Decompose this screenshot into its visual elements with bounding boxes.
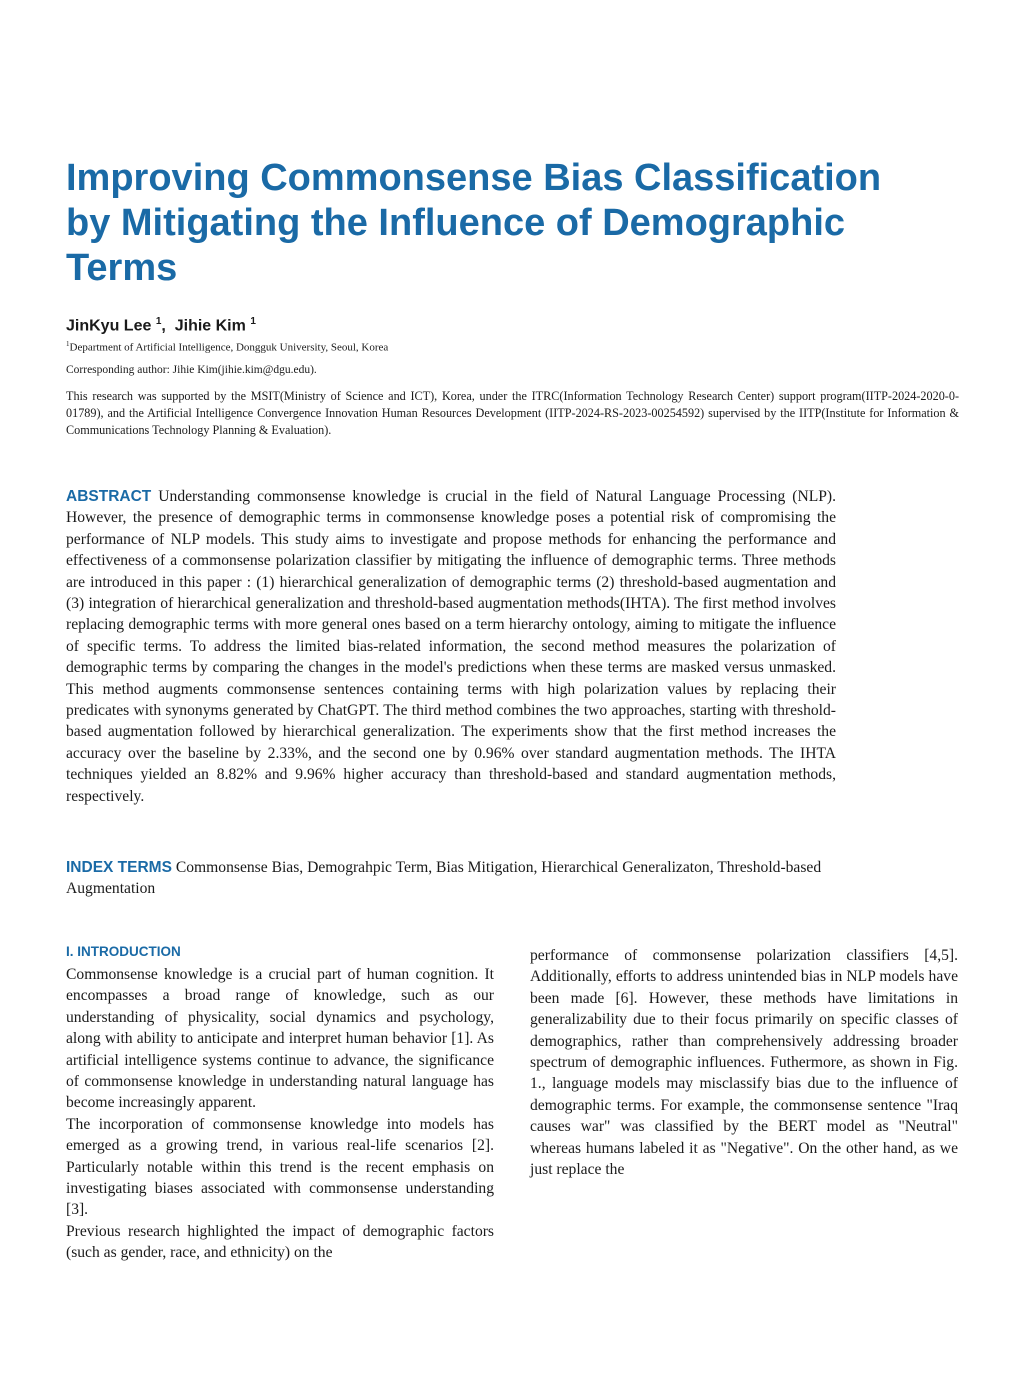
- author-separator: ,: [161, 317, 166, 335]
- affiliation: [66, 340, 388, 354]
- index-terms: [66, 857, 836, 900]
- title-line-3: Terms: [66, 247, 178, 289]
- affiliation-marker: 1: [250, 316, 256, 327]
- affiliation-text: Department of Artificial Intelligence, Dongguk University, Seoul, Korea: [69, 341, 389, 354]
- paragraph: Previous research highlighted the impact of demographic factors (such as gender, race, and ethnicity) on the: [66, 1222, 494, 1262]
- title-line-1: Improving Commonsense Bias Classification: [66, 157, 882, 199]
- affiliation-marker: 1: [155, 316, 162, 327]
- index-terms-text: Commonsense Bias, Demograhpic Term, Bias Mitigation, Hierarchical Generalizaton, Threshold-based Augmentation: [66, 859, 822, 898]
- left-column: [66, 943, 494, 1264]
- paragraph: The incorporation of commonsense knowledge into models has emerged as a growing trend, in various real-life scenarios [2]. Particularly notable within this trend is the recent emphasis on investigating biases associated with commonsense understanding [3].: [66, 1115, 494, 1219]
- author-name: Jihie Kim: [174, 317, 246, 335]
- corresponding-author: Corresponding author: Jihie Kim(jihie.kim@dgu.edu).: [66, 364, 317, 376]
- abstract-label: ABSTRACT: [66, 488, 152, 505]
- author-list: [66, 316, 256, 335]
- abstract: [66, 486, 836, 807]
- funding-note: This research was supported by the MSIT(Ministry of Science and ICT), Korea, under the ITRC(Information Technology Research Center) support program(IITP-2024-2020-0-01789), and the Artificial Intelligence Convergence Innovation Human Resources Development (IITP-2024-RS-2023-00254592) supervised by the IITP(Institute for Information & Communications Technology Planning & Evaluation).: [66, 389, 959, 437]
- index-terms-label: INDEX TERMS: [66, 859, 172, 876]
- paragraph: performance of commonsense polarization classifiers [4,5]. Additionally, efforts to address unintended bias in NLP models have been made [6]. However, these methods have limitations in generalizability due to their focus primarily on specific classes of demographics, rather than comprehensively addressing broader spectrum of demographic influences. Futhermore, as shown in Fig. 1., language models may misclassify bias due to the influence of demographic terms. For example, the commonsense sentence "Iraq causes war" was classified by the BERT model as "Neutral" whereas humans labeled it as "Negative". On the other hand, as we just replace the: [530, 947, 958, 1179]
- right-column: [530, 945, 958, 1180]
- section-heading: I. INTRODUCTION: [66, 944, 181, 959]
- affiliation-marker: 1: [66, 340, 70, 348]
- paragraph: Commonsense knowledge is a crucial part of human cognition. It encompasses a broad range of knowledge, such as our understanding of physicality, social dynamics and psychology, along with ability to anticipate and interpret human behavior [1]. As artificial intelligence systems continue to advance, the significance of commonsense knowledge in understanding natural language has become increasingly apparent.: [66, 966, 494, 1112]
- paper-title: [66, 156, 966, 291]
- abstract-text: Understanding commonsense knowledge is crucial in the field of Natural Language Processing (NLP). However, the presence of demographic terms in commonsense knowledge poses a potential risk of compromising the performance of NLP models. This study aims to investigate and propose methods for enhancing the performance and effectiveness of a commonsense polarization classifier by mitigating the influence of demographic terms. Three methods are introduced in this paper : (1) hierarchical generalization of demographic terms (2) threshold-based augmentation and (3) integration of hierarchical generalization and threshold-based augmentation methods(IHTA). The first method involves replacing demographic terms with more general ones based on a term hierarchy ontology, aiming to mitigate the influence of specific terms. To address the limited bias-related information, the second method measures the polarization of demographic terms by comparing the changes in the model's predictions when these terms are masked versus unmasked. This method augments commonsense sentences containing terms with high polarization values by replacing their predicates with synonyms generated by ChatGPT. The third method combines the two approaches, starting with threshold-based augmentation followed by hierarchical generalization. The experiments show that the first method increases the accuracy over the baseline by 2.33%, and the second one by 0.96% over standard augmentation methods. The IHTA techniques yielded an 8.82% and 9.96% higher accuracy than threshold-based and standard augmentation methods, respectively.: [66, 488, 836, 805]
- author-name: JinKyu Lee: [66, 317, 152, 335]
- title-line-2: by Mitigating the Influence of Demographic: [66, 202, 846, 244]
